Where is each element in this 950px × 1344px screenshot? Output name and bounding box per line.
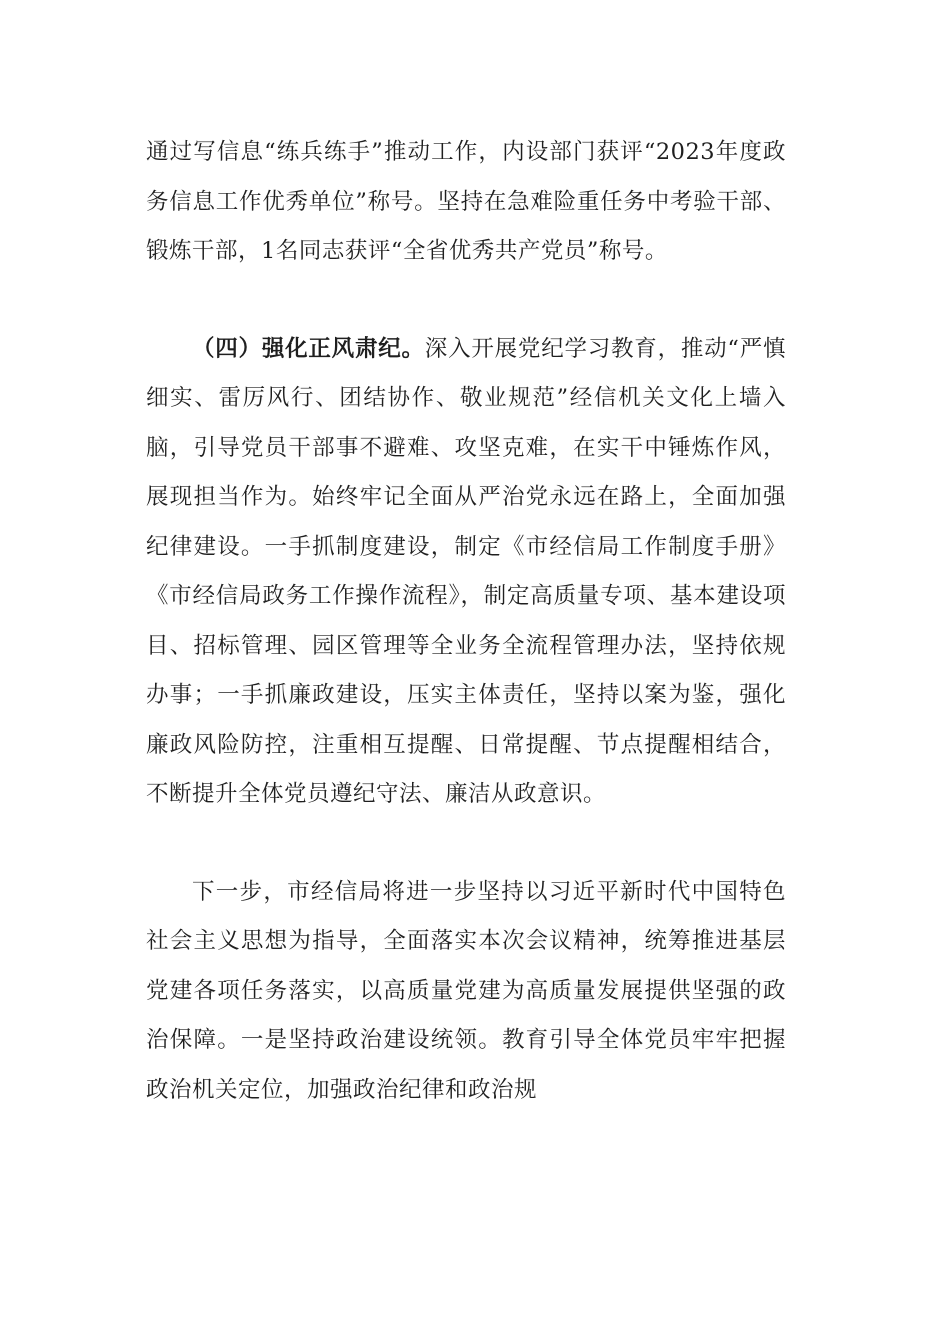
paragraph-continuation bbox=[146, 128, 786, 277]
document-body bbox=[146, 128, 786, 1115]
paragraph-text: 深入开展党纪学习教育，推动“严慎细实、雷厉风行、团结协作、敬业规范”经信机关文化上墙入脑，引导党员干部事不避难、攻坚克难，在实干中锤炼作风，展现担当作为。始终牢记全面从严治党永远在路上，全面加强纪律建设。一手抓制度建设，制定《市经信局工作制度手册》《市经信局政务工作操作流程》，制定高质量专项、基本建设项目、招标管理、园区管理等全业务全流程管理办法，坚持依规办事；一手抓廉政建设，压实主体责任，坚持以案为鉴，强化廉政风险防控，注重相互提醒、日常提醒、节点提醒相结合，不断提升全体党员遵纪守法、廉洁从政意识。 bbox=[146, 335, 786, 807]
paragraph-section-four bbox=[146, 325, 786, 820]
paragraph-text: 通过写信息“练兵练手”推动工作，内设部门获评“2023年度政务信息工作优秀单位”称号。坚持在急难险重任务中考验干部、锻炼干部，1名同志获评“全省优秀共产党员”称号。 bbox=[146, 139, 786, 264]
paragraph-text: 下一步，市经信局将进一步坚持以习近平新时代中国特色社会主义思想为指导，全面落实本次会议精神，统筹推进基层党建各项任务落实，以高质量党建为高质量发展提供坚强的政治保障。一是坚持政治建设统领。教育引导全体党员牢牢把握政治机关定位，加强政治纪律和政治规 bbox=[146, 878, 786, 1103]
section-heading: （四）强化正风肃纪。 bbox=[192, 335, 425, 362]
paragraph-next-steps bbox=[146, 868, 786, 1116]
